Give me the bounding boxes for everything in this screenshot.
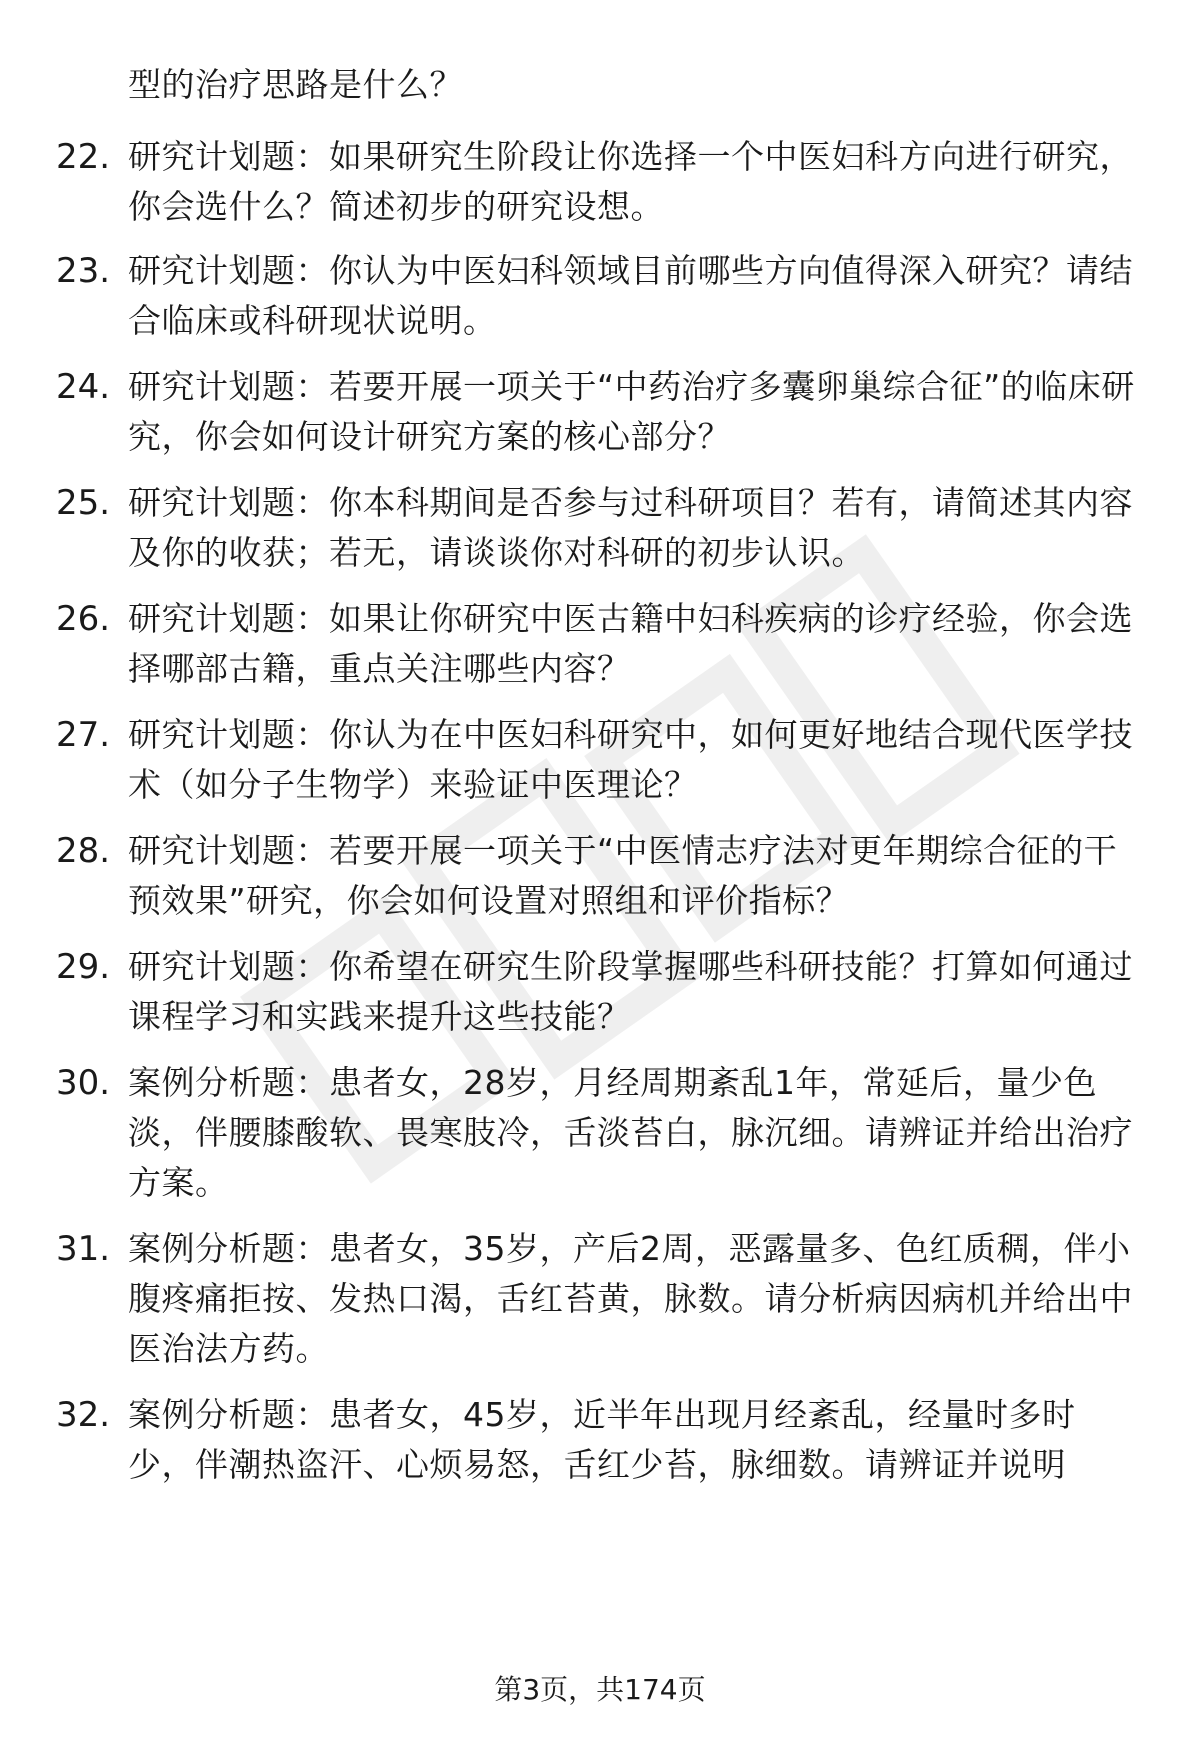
question-number: 32. [56,1395,111,1435]
question-text: 研究计划题：如果让你研究中医古籍中妇科疾病的诊疗经验，你会选择哪部古籍，重点关注哪些内容？ [128,599,1133,688]
question-number: 29. [56,947,111,987]
question-number: 24. [56,367,111,407]
page-footer: 第3页，共174页 [494,1673,706,1706]
question-number: 27. [56,715,111,755]
question-number: 28. [56,831,111,871]
question-text: 研究计划题：如果研究生阶段让你选择一个中医妇科方向进行研究，你会选什么？简述初步的研究设想。 [128,137,1133,226]
question-text: 研究计划题：若要开展一项关于“中医情志疗法对更年期综合征的干预效果”研究，你会如何设置对照组和评价指标？ [128,831,1118,920]
question-number: 30. [56,1063,111,1103]
question-text: 研究计划题：你认为在中医妇科研究中，如何更好地结合现代医学技术（如分子生物学）来验证中医理论？ [128,715,1133,804]
question-text: 研究计划题：你希望在研究生阶段掌握哪些科研技能？打算如何通过课程学习和实践来提升这些技能？ [128,947,1133,1036]
continuation-text: 型的治疗思路是什么？ [128,65,463,104]
question-text: 研究计划题：你本科期间是否参与过科研项目？若有，请简述其内容及你的收获；若无，请谈谈你对科研的初步认识。 [128,483,1133,572]
question-number: 23. [56,251,111,291]
question-text: 案例分析题：患者女，35岁，产后2周，恶露量多、色红质稠，伴小腹疼痛拒按、发热口渴，舌红苔黄，脉数。请分析病因病机并给出中医治法方药。 [128,1229,1133,1368]
question-text: 案例分析题：患者女，28岁，月经周期紊乱1年，常延后，量少色淡，伴腰膝酸软、畏寒肢冷，舌淡苔白，脉沉细。请辨证并给出治疗方案。 [128,1063,1133,1202]
question-number: 22. [56,137,111,177]
question-number: 26. [56,599,111,639]
question-text: 研究计划题：你认为中医妇科领域目前哪些方向值得深入研究？请结合临床或科研现状说明。 [128,251,1133,340]
question-number: 25. [56,483,111,523]
question-text: 案例分析题：患者女，45岁，近半年出现月经紊乱，经量时多时少，伴潮热盗汗、心烦易怒，舌红少苔，脉细数。请辨证并说明 [128,1395,1076,1484]
question-number: 31. [56,1229,111,1269]
question-text: 研究计划题：若要开展一项关于“中药治疗多囊卵巢综合征”的临床研究，你会如何设计研究方案的核心部分？ [128,367,1135,456]
